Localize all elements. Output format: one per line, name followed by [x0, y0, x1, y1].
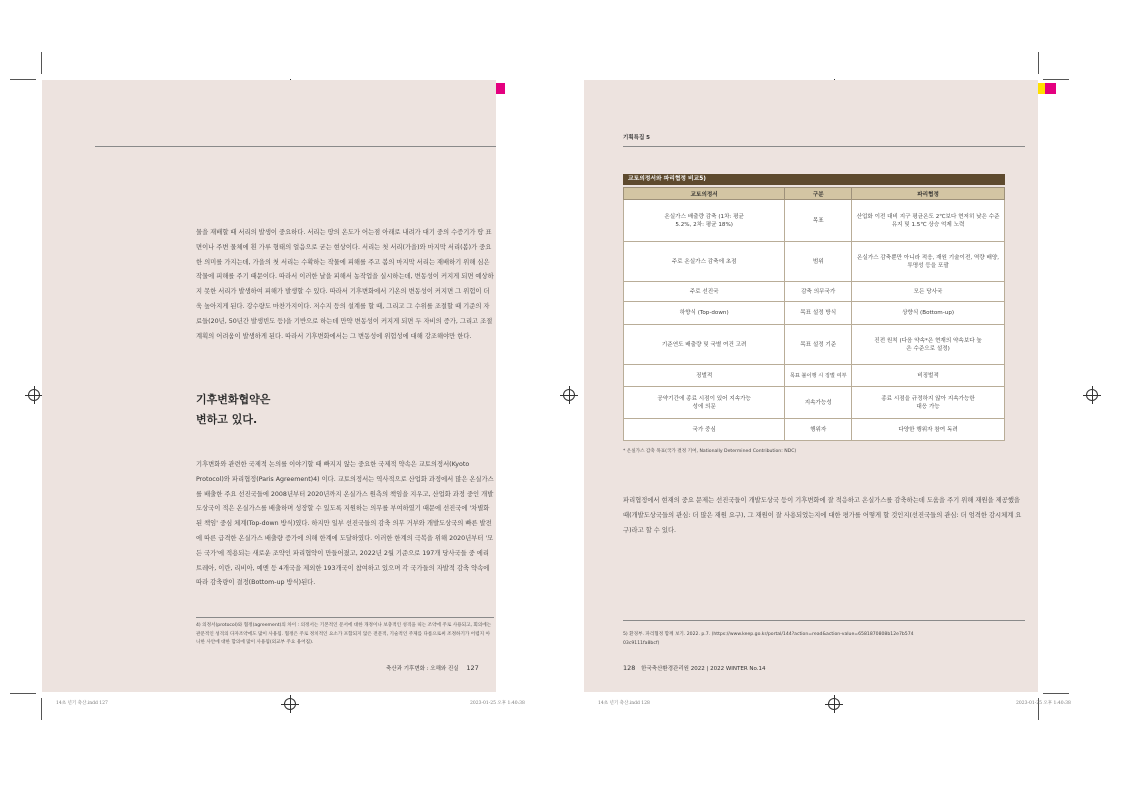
- table-row: [624, 242, 1005, 282]
- heading-line-2: 변하고 있다.: [196, 413, 258, 426]
- header-rule: [623, 146, 1025, 147]
- table-row: [624, 282, 1005, 302]
- cell-category: 행위자: [785, 419, 852, 441]
- footnote-rule: [196, 617, 494, 618]
- section-label: 기획특집 5: [623, 135, 650, 141]
- cell-category: 목표 설정 방식: [785, 302, 852, 325]
- cell-kyoto: 공약기간에 종료 시점이 있어 지속가능성에 의문: [624, 387, 785, 419]
- header-rule: [95, 146, 496, 147]
- registration-mark-icon: [563, 389, 575, 401]
- crop-mark: [10, 79, 36, 80]
- table-note: * 온실가스 감축 목표(국가 결정 기여, Nationally Determined Contribution: NDC): [623, 449, 797, 454]
- footnote-rule: [623, 620, 1025, 621]
- crop-mark: [1043, 79, 1069, 80]
- cell-category: 범위: [785, 242, 852, 282]
- cell-category: 목표: [785, 200, 852, 242]
- body-paragraph-paris: 파리협정에서 현재의 중요 문제는 선진국들이 개발도상국 등이 기후변화에 잘 적응하고 온실가스를 감축하는데 도움을 주기 위해 재원을 제공했을 때(개발도상국들의 관심: 더 많은 재원 요구), 그 재원이 잘 사용되었는지에 대한 평가를 어떻게 할 것인지(선진국들의 관심: 더 엄격한 감시체계 요구)라고 할 수 있다.: [623, 497, 1022, 534]
- cell-kyoto: 온실가스 배출량 감축 (1차: 평균 5.2%, 2차: 평균 18%): [624, 200, 785, 242]
- registration-mark-icon: [828, 698, 840, 710]
- crop-mark: [1038, 52, 1039, 74]
- table-row: [624, 302, 1005, 325]
- table-row: [624, 325, 1005, 365]
- crop-mark: [41, 52, 42, 74]
- cell-paris: 산업화 이전 대비 지구 평균온도 2℃보다 현저히 낮은 수준 유지 및 1.5℃ 상승 억제 노력: [852, 200, 1005, 242]
- cell-paris: 종료 시점을 규정하지 않아 지속가능한 대응 가능: [852, 387, 1005, 419]
- comparison-table: [623, 187, 1005, 441]
- slug-right: 14초 년기 축산.indd 128: [598, 701, 650, 706]
- crop-mark: [41, 698, 42, 720]
- cell-paris: 다양한 행위자 참여 독려: [852, 419, 1005, 441]
- cell-kyoto: 국가 중심: [624, 419, 785, 441]
- slug-date-right: 2023-01-25 오후 1:40:38: [1016, 701, 1071, 706]
- folio-left: [386, 664, 479, 672]
- table-title: 교토의정서와 파리협정 비교5): [623, 174, 1005, 185]
- cell-paris: 온실가스 감축뿐만 아니라 적응, 재원 기술이전, 역량 배양, 투명성 등을 포괄: [852, 242, 1005, 282]
- cell-paris: 모든 당사국: [852, 282, 1005, 302]
- cell-kyoto: 주로 온실가스 감축에 초점: [624, 242, 785, 282]
- header-paris: 파리협정: [852, 188, 1005, 200]
- cell-paris: 상향식 (Bottom-up): [852, 302, 1005, 325]
- crop-mark: [10, 693, 36, 694]
- slug-left: 14초 년기 축산.indd 127: [56, 701, 108, 706]
- left-page: [42, 80, 496, 692]
- cell-kyoto: 기준연도 배출량 및 국별 여건 고려: [624, 325, 785, 365]
- section-heading: [196, 390, 270, 430]
- header-category: 구분: [785, 188, 852, 200]
- cell-category: 목표 불이행 시 징벌 여부: [785, 365, 852, 387]
- folio-right: [623, 664, 766, 672]
- table-header-row: [624, 188, 1005, 200]
- folio-title: 축산과 기후변화 : 오해와 진실: [386, 666, 459, 672]
- page-number: 128: [623, 664, 636, 672]
- cell-paris: 비징벌적: [852, 365, 1005, 387]
- cell-kyoto: 징벌적: [624, 365, 785, 387]
- slug-date-left: 2023-01-25 오후 1:40:38: [470, 701, 525, 706]
- table-row: [624, 365, 1005, 387]
- cell-category: 목표 설정 기준: [785, 325, 852, 365]
- footnote-protocol: 4) 의정서(protocol)와 협정(agreement)의 차이 : 의정서는 기본적인 문서에 대한 개정이나 보충적인 성격을 띠는 조약에 주로 사용되고, 회의에는 관문적인 성격의 다자조약에도 많이 사용됨. 협정은 주로 정치적인 요소가 포함되지 않은 전문적, 기술적인 주제를 다룸으로써 조정하기가 어렵지 아니한 사안에 대한 합의에 많이 사용됨(외교부 주요 용어집).: [196, 623, 492, 645]
- header-kyoto: 교토의정서: [624, 188, 785, 200]
- registration-mark-icon: [1086, 389, 1098, 401]
- table-row: [624, 419, 1005, 441]
- registration-mark-icon: [28, 389, 40, 401]
- cell-kyoto: 하향식 (Top-down): [624, 302, 785, 325]
- crop-mark: [1043, 693, 1069, 694]
- folio-title: 한국축산환경관리원 2022 | 2022 WINTER No.14: [641, 666, 766, 672]
- table-row: [624, 200, 1005, 242]
- footnote-source: 5) 환경부. 파리협정 함께 보기. 2022. p.7. (https://www.keep.go.kr/portal/144?action=read&action-value=6581870808b12e7b574 03c9111fa8bcf): [623, 632, 914, 646]
- cell-kyoto: 주로 선진국: [624, 282, 785, 302]
- cell-category: 지속가능성: [785, 387, 852, 419]
- table-row: [624, 387, 1005, 419]
- registration-mark-icon: [284, 698, 296, 710]
- cell-paris: 진전 원칙 (다음 약속*은 현재의 약속보다 높은 수준으로 설정): [852, 325, 1005, 365]
- body-paragraph-frost: 물을 재배할 때 서리의 발생이 중요하다. 서리는 땅의 온도가 어는점 아래로 내려가 대기 중의 수증기가 땅 표면이나 주변 물체에 흰 가루 형태의 얼음으로 굳는 현상이다. 서리는 첫 서리(가을)와 마지막 서리(봄)가 중요한 의미를 가지는데, 가을의 첫 서리는 수확하는 작물에 피해를 주고 봄의 마지막 서리는 재배하기 위해 심은 작물에 피해를 주기 때문이다. 따라서 이러한 날을 피해서 농작업을 실시하는데, 변동성이 커지게 되면 예상하지 못한 서리가 발생하여 피해가 발생할 수 있다. 따라서 기후변화에서 기온의 변동성이 커지면 그 위험이 더욱 높아지게 된다. 강수량도 마찬가지이다. 저수지 등의 설계를 할 때, 그리고 그 수위를 조절할 때 기준의 자료들(20년, 50년간 발생빈도 등)을 기반으로 하는데 만약 변동성이 커지게 되면 두 자비의 증가, 그리고 조절 계획의 어려움이 발생하게 된다. 따라서 기후변화에서는 그 변동성에 위험성에 대해 강조해야만 한다.: [196, 229, 494, 340]
- page-number: 127: [466, 664, 479, 672]
- heading-line-1: 기후변화협약은: [196, 393, 271, 406]
- body-paragraph-agreements: 기후변화와 관련한 국제적 논의를 이야기할 때 빠지지 않는 중요한 국제적 약속은 교토의정서(Kyoto Protocol)와 파리협정(Paris Agreement)4) 이다. 교토의정서는 역사적으로 산업화 과정에서 많은 온실가스를 배출한 주요 선진국들에 2008년부터 2020년까지 온실가스 원측의 책임을 지우고, 산업화 과정 중인 개발도상국이 적은 온실가스를 배출하며 성장할 수 있도록 지원하는 의무를 부여하였기 때문에 선진국에 '차별화된 책임' 중심 체계(Top-down 방식)였다. 하지만 일부 선진국들의 감축 의무 거부와 개발도상국의 빠른 발전에 따른 급격한 온실가스 배출량 증가에 의해 한계에 도달하였다. 이러한 한계의 극복을 위해 2020년부터 '모든 국가'에 적용되는 새로운 조약인 파리협약이 만들어졌고, 2022년 2월 기준으로 197개 당사국들 중 에리트레아, 이란, 리비아, 예멘 등 4개국을 제외한 193개국이 참여하고 있으며 각 국가들의 자발적 감축 약속에 따라 감축량이 결정(Bottom-up 방식)된다.: [196, 461, 494, 587]
- cell-category: 감축 의무국가: [785, 282, 852, 302]
